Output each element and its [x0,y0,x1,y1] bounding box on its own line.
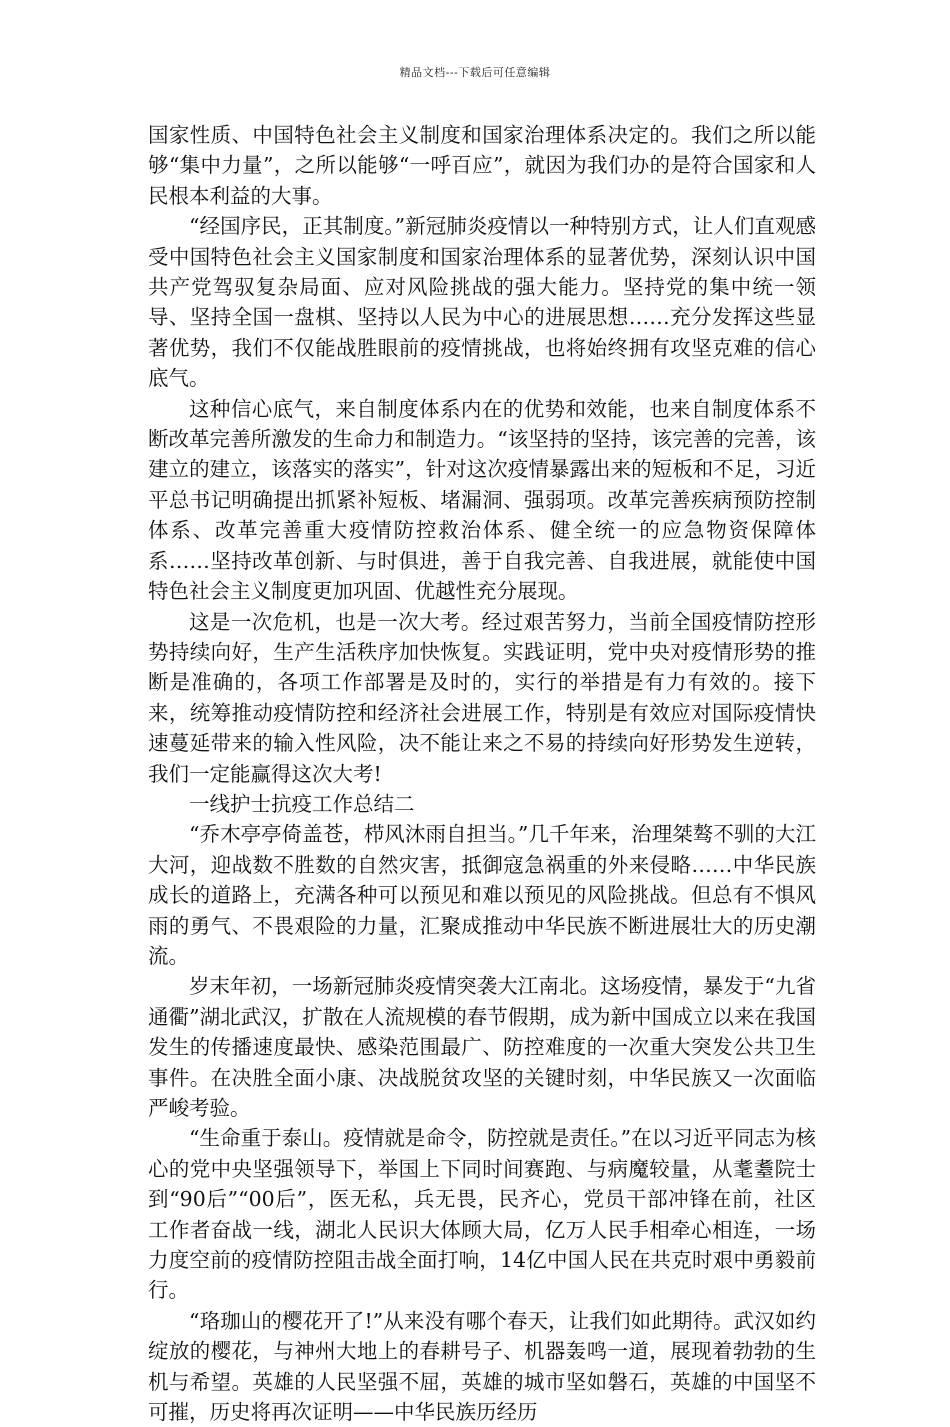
document-body [148,120,816,1427]
paragraph: “生命重于泰山。疫情就是命令，防控就是责任。”在以习近平同志为核心的党中央坚强领导下，举国上下同时间赛跑、与病魔较量，从耄耋院士到“90后”“00后”，医无私，兵无畏，民齐心，党员干部冲锋在前，社区工作者奋战一线，湖北人民识大体顾大局，亿万人民手相牵心相连，一场力度空前的疫情防控阻击战全面打响，14亿中国人民在共克时艰中勇毅前行。 [148,1126,816,1303]
paragraph: “珞珈山的樱花开了!”从来没有哪个春天，让我们如此期待。武汉如约绽放的樱花，与神州大地上的春耕号子、机器轰鸣一道，展现着勃勃的生机与希望。英雄的人民坚强不屈，英雄的城市坚如磐石，英雄的中国坚不可摧，历史将再次证明——中华民族历经历 [148,1308,816,1425]
paragraph: 这种信心底气，来自制度体系内在的优势和效能，也来自制度体系不断改革完善所激发的生命力和制造力。“该坚持的坚持，该完善的完善，该建立的建立，该落实的落实”，针对这次疫情暴露出来的短板和不足，习近平总书记明确提出抓紧补短板、堵漏洞、强弱项。改革完善疾病预防控制体系、改革完善重大疫情防控救治体系、健全统一的应急物资保障体系……坚持改革创新、与时俱进，善于自我完善、自我进展，就能使中国特色社会主义制度更加巩固、优越性充分展现。 [148,396,816,604]
paragraph: “经国序民，正其制度。”新冠肺炎疫情以一种特别方式，让人们直观感受中国特色社会主义国家制度和国家治理体系的显著优势，深刻认识中国共产党驾驭复杂局面、应对风险挑战的强大能力。坚持党的集中统一领导、坚持全国一盘棋、坚持以人民为中心的进展思想……充分发挥这些显著优势，我们不仅能战胜眼前的疫情挑战，也将始终拥有攻坚克难的信心底气。 [148,214,816,391]
paragraph-continuation: 国家性质、中国特色社会主义制度和国家治理体系决定的。我们之所以能够“集中力量”，之所以能够“一呼百应”，就因为我们办的是符合国家和人民根本利益的大事。 [148,123,816,208]
page-header: 精品文档---下载后可任意编辑 [399,66,551,79]
paragraph: 这是一次危机，也是一次大考。经过艰苦努力，当前全国疫情防控形势持续向好，生产生活秩序加快恢复。实践证明，党中央对疫情形势的推断是准确的，各项工作部署是及时的，实行的举措是有力有效的。接下来，统筹推动疫情防控和经济社会进展工作，特别是有效应对国际疫情快速蔓延带来的输入性风险，决不能让来之不易的持续向好形势发生逆转，我们一定能赢得这次大考! [148,609,816,786]
section-heading: 一线护士抗疫工作总结二 [189,791,415,816]
paragraph: 岁末年初，一场新冠肺炎疫情突袭大江南北。这场疫情，暴发于“九省通衢”湖北武汉，扩散在人流规模的春节假期，成为新中国成立以来在我国发生的传播速度最快、感染范围最广、防控难度的一次重大突发公共卫生事件。在决胜全面小康、决战脱贫攻坚的关键时刻，中华民族又一次面临严峻考验。 [148,974,816,1120]
paragraph: “乔木亭亭倚盖苍，栉风沐雨自担当。”几千年来，治理桀骜不驯的大江大河，迎战数不胜数的自然灾害，抵御寇急祸重的外来侵略……中华民族成长的道路上，充满各种可以预见和难以预见的风险挑战。但总有不惧风雨的勇气、不畏艰险的力量，汇聚成推动中华民族不断进展壮大的历史潮流。 [148,822,816,968]
